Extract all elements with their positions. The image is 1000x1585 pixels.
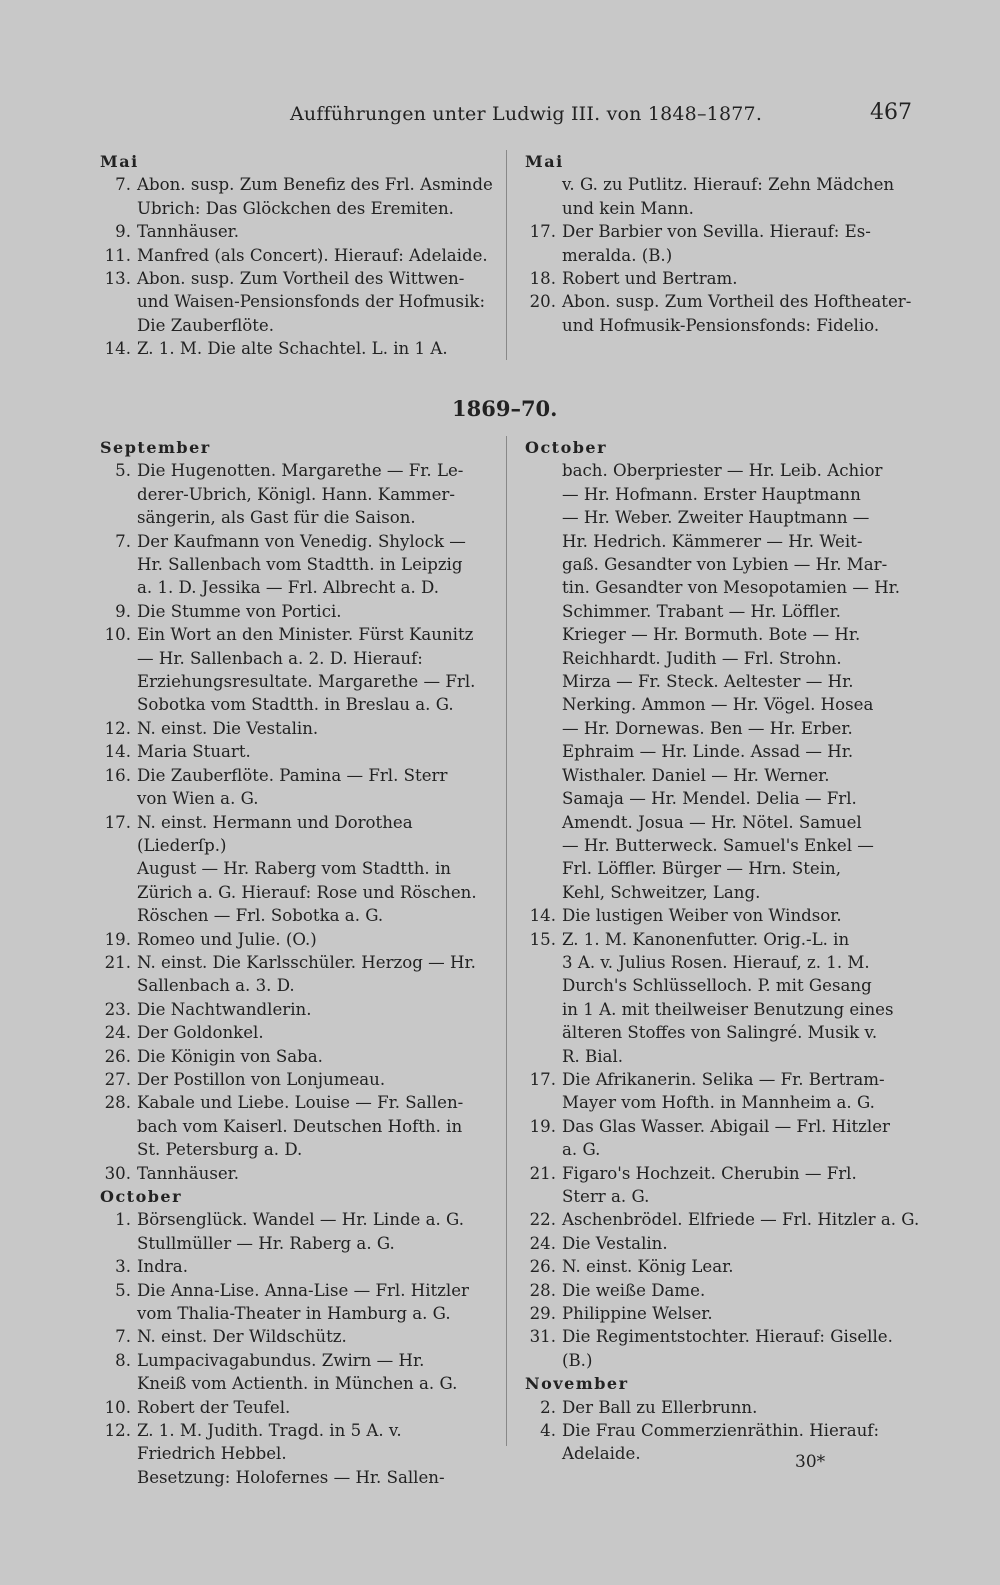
entry-line: N. einst. Hermann und Dorothea (Liederſp.) [137, 812, 413, 855]
entry-line: gaß. Gesandter von Lybien — Hr. Mar- [562, 555, 888, 575]
entry-line: — Hr. Sallenbach a. 2. D. Hierauf: [137, 648, 423, 668]
entry-text [562, 267, 920, 290]
entry-line: — Hr. Weber. Zweiter Hauptmann — [562, 508, 870, 528]
entry-line: Die Stumme von Portici. [137, 601, 342, 621]
list-item [100, 1466, 495, 1489]
entry-date: 7. [115, 1327, 131, 1347]
entry-line: Der Postillon von Lonjumeau. [137, 1069, 386, 1089]
entry-line: a. G. [562, 1140, 601, 1160]
entry-line: N. einst. Der Wildschütz. [137, 1327, 347, 1347]
entry-date: 24. [104, 1023, 131, 1043]
entry-text [562, 1232, 920, 1255]
list-item [100, 1021, 495, 1044]
entry-line: Maria Stuart. [137, 742, 251, 762]
entry-line: Der Ball zu Ellerbrunn. [562, 1397, 758, 1417]
entry-line: Der Kaufmann von Venedig. Shylock — [137, 531, 466, 551]
entry-text [562, 1419, 920, 1466]
entry-date [100, 1466, 137, 1489]
list-item [525, 1068, 920, 1115]
entry-date: 26. [104, 1046, 131, 1066]
entry-text [562, 1162, 920, 1209]
entry-line: Abon. susp. Zum Vortheil des Hoftheater- [562, 292, 912, 312]
entry-date: 17. [529, 222, 556, 242]
entry-text [137, 811, 495, 928]
entry-line: v. G. zu Putlitz. Hierauf: Zehn Mädchen [562, 175, 895, 195]
entry-date: 15. [529, 929, 556, 949]
entry-line: Die Afrikanerin. Selika — Fr. Bertram- [562, 1069, 885, 1089]
entry-line: und Hofmusik-Pensionsfonds: Fidelio. [562, 315, 880, 335]
entry-text [137, 740, 495, 763]
entry-text [137, 1325, 495, 1348]
list-item [100, 928, 495, 951]
list-item [525, 1255, 920, 1278]
entry-date: 30. [104, 1163, 131, 1183]
entry-text [137, 1255, 495, 1278]
top-right-column [525, 150, 920, 337]
list-item [100, 459, 495, 529]
entry-line: älteren Stoffes von Salingré. Musik v. [562, 1023, 878, 1043]
entry-date: 1. [115, 1210, 131, 1230]
entry-date: 16. [104, 765, 131, 785]
entry-date: 20. [529, 292, 556, 312]
entry-text [137, 1349, 495, 1396]
list-item [100, 998, 495, 1021]
entry-line: Wisthaler. Daniel — Hr. Werner. [562, 765, 830, 785]
entry-date: 17. [104, 812, 131, 832]
entry-line: Kneiß vom Actienth. in München a. G. [137, 1374, 458, 1394]
entry-line: Sobotka vom Stadtth. in Breslau a. G. [137, 695, 454, 715]
entry-line: — Hr. Butterweck. Samuel's Enkel — [562, 835, 874, 855]
entry-line: und kein Mann. [562, 198, 694, 218]
entry-date: 14. [529, 906, 556, 926]
entry-line: a. 1. D. Jessika — Frl. Albrecht a. D. [137, 578, 440, 598]
entry-text [137, 1021, 495, 1044]
entry-text [137, 337, 495, 360]
entry-line: Ein Wort an den Minister. Fürst Kaunitz [137, 625, 474, 645]
entry-line: Die Königin von Saba. [137, 1046, 323, 1066]
entry-line: Sterr a. G. [562, 1187, 650, 1206]
entry-line: derer-Ubrich, Königl. Hann. Kammer- [137, 484, 455, 504]
list-item [100, 717, 495, 740]
list-item [525, 1162, 920, 1209]
entry-date: 7. [115, 175, 131, 195]
entry-line: Zürich a. G. Hierauf: Rose und Röschen. [137, 882, 477, 902]
list-item [100, 1279, 495, 1326]
entry-line: 3 A. v. Julius Rosen. Hierauf, z. 1. M. [562, 952, 870, 972]
entry-line: Adelaide. [562, 1444, 641, 1464]
entry-line: Die Vestalin. [562, 1233, 668, 1253]
entry-line: Nerking. Ammon — Hr. Vögel. Hosea [562, 695, 874, 715]
entry-date: 21. [529, 1163, 556, 1183]
entry-text [137, 623, 495, 717]
entry-line: Röschen — Frl. Sobotka a. G. [137, 906, 384, 926]
signature-mark: 30* [795, 1452, 826, 1472]
entry-line: Samaja — Hr. Mendel. Delia — Frl. [562, 789, 857, 809]
entry-line: Romeo und Julie. (O.) [137, 929, 317, 949]
entry-date: 2. [540, 1397, 556, 1417]
entry-line: bach. Oberpriester — Hr. Leib. Achior [562, 461, 883, 481]
month-heading: October [525, 438, 608, 457]
entry-line: Die weiße Dame. [562, 1280, 706, 1300]
list-item [100, 1349, 495, 1396]
list-item [100, 173, 495, 220]
entry-text [562, 220, 920, 267]
entry-date: 7. [115, 531, 131, 551]
entry-text [137, 459, 495, 529]
entry-line: Mayer vom Hofth. in Mannheim a. G. [562, 1093, 875, 1113]
entry-text [137, 764, 495, 811]
entry-line: Frl. Löffler. Bürger — Hrn. Stein, [562, 859, 841, 879]
entry-date: 22. [529, 1210, 556, 1230]
bottom-right-column [525, 436, 920, 1466]
month-heading: Mai [100, 152, 139, 171]
entry-line: Erziehungsresultate. Margarethe — Frl. [137, 672, 476, 692]
list-item [100, 337, 495, 360]
entry-text [137, 1396, 495, 1419]
entry-text [562, 1302, 920, 1325]
entry-date: 8. [115, 1350, 131, 1370]
entry-line: sängerin, als Gast für die Saison. [137, 508, 416, 528]
month-heading: October [100, 1187, 183, 1206]
entry-line: Amendt. Josua — Hr. Nötel. Samuel [562, 812, 862, 832]
entry-text [137, 1208, 495, 1255]
entry-date: 26. [529, 1257, 556, 1277]
entry-line: Börsenglück. Wandel — Hr. Linde a. G. [137, 1210, 464, 1230]
entry-line: Die Zauberflöte. [137, 315, 275, 335]
list-item [525, 1419, 920, 1466]
list-item [100, 267, 495, 337]
list-item [100, 811, 495, 928]
entry-date: 23. [104, 999, 131, 1019]
entry-text [137, 951, 495, 998]
bottom-left-column [100, 436, 495, 1489]
entry-date: 12. [104, 718, 131, 738]
entry-line: Philippine Welser. [562, 1304, 713, 1324]
entry-line: St. Petersburg a. D. [137, 1140, 303, 1160]
list-item [100, 1162, 495, 1185]
entry-line: Tannhäuser. [137, 222, 240, 242]
entry-line: N. einst. Die Karlsschüler. Herzog — Hr. [137, 952, 476, 972]
entry-line: Robert der Teufel. [137, 1397, 291, 1417]
list-item [525, 928, 920, 1068]
entry-line: Der Barbier von Sevilla. Hierauf: Es- [562, 222, 871, 242]
entry-text [137, 1279, 495, 1326]
list-item [100, 220, 495, 243]
entry-text [137, 1045, 495, 1068]
entry-text [562, 1325, 920, 1372]
entry-line: Ubrich: Das Glöckchen des Eremiten. [137, 198, 454, 218]
entry-line: Z. 1. M. Die alte Schachtel. L. in 1 A. [137, 339, 448, 359]
entry-text [562, 459, 920, 904]
list-item [525, 290, 920, 337]
entry-line: Das Glas Wasser. Abigail — Frl. Hitzler [562, 1116, 890, 1136]
entry-text [562, 1279, 920, 1302]
season-heading: 1869–70. [452, 396, 558, 421]
entry-line: Hr. Sallenbach vom Stadtth. in Leipzig [137, 555, 463, 575]
list-item [525, 1115, 920, 1162]
list-item [100, 1325, 495, 1348]
list-item [525, 1325, 920, 1372]
entry-line: — Hr. Dornewas. Ben — Hr. Erber. [562, 718, 853, 738]
entry-line: tin. Gesandter von Mesopotamien — Hr. [562, 578, 901, 598]
entry-date: 11. [104, 245, 131, 265]
entry-date: 28. [529, 1280, 556, 1300]
list-item [100, 1255, 495, 1278]
entry-line: von Wien a. G. [137, 789, 259, 809]
month-heading: November [525, 1374, 629, 1394]
entry-text [562, 290, 920, 337]
entry-date: 19. [104, 929, 131, 949]
entry-line: Abon. susp. Zum Benefiz des Frl. Asminde [137, 175, 493, 195]
entry-text [137, 928, 495, 951]
entry-line: Lumpacivagabundus. Zwirn — Hr. [137, 1350, 425, 1370]
entry-date: 21. [104, 952, 131, 972]
entry-date: 28. [104, 1093, 131, 1113]
entry-line: Durch's Schlüsselloch. P. mit Gesang [562, 976, 872, 996]
list-item [100, 951, 495, 998]
list-item [100, 1045, 495, 1068]
entry-line: Die Nachtwandlerin. [137, 999, 312, 1019]
entry-date: 14. [104, 339, 131, 359]
list-item [100, 530, 495, 600]
entry-date: 18. [529, 269, 556, 289]
entry-line: Tannhäuser. [137, 1163, 240, 1183]
entry-line: — Hr. Hofmann. Erster Hauptmann [562, 484, 861, 504]
top-left-column [100, 150, 495, 361]
list-item [525, 1396, 920, 1419]
entry-text [137, 267, 495, 337]
entry-text [137, 998, 495, 1021]
month-heading: September [100, 438, 211, 457]
entry-date: 10. [104, 1397, 131, 1417]
entry-line: bach vom Kaiserl. Deutschen Hofth. in [137, 1116, 463, 1136]
entry-date: 9. [115, 222, 131, 242]
entry-line: Z. 1. M. Judith. Tragd. in 5 A. v. [137, 1421, 402, 1441]
list-item [100, 1419, 495, 1466]
entry-date: 12. [104, 1421, 131, 1441]
entry-line: meralda. (B.) [562, 245, 673, 265]
entry-line: Die Frau Commerzienräthin. Hierauf: [562, 1421, 880, 1441]
list-item [525, 1208, 920, 1231]
entry-text [137, 1466, 495, 1489]
list-item [525, 267, 920, 290]
entry-text [562, 904, 920, 927]
entry-text [562, 173, 920, 220]
entry-line: Manfred (als Concert). Hierauf: Adelaide. [137, 245, 488, 265]
entry-date: 27. [104, 1069, 131, 1089]
entry-line: Robert und Bertram. [562, 269, 738, 289]
entry-text [562, 1115, 920, 1162]
entry-line: Kabale und Liebe. Louise — Fr. Sallen- [137, 1093, 464, 1113]
list-item [100, 1091, 495, 1161]
entry-text [137, 220, 495, 243]
entry-line: Der Goldonkel. [137, 1023, 264, 1043]
list-item [100, 244, 495, 267]
list-item [100, 740, 495, 763]
entry-text [137, 717, 495, 740]
entry-line: Aschenbrödel. Elfriede — Frl. Hitzler a. G. [562, 1210, 920, 1230]
list-item [525, 1279, 920, 1302]
entry-date: 4. [540, 1421, 556, 1441]
list-item [525, 1302, 920, 1325]
list-item [100, 1068, 495, 1091]
entry-text [137, 244, 495, 267]
entry-line: Reichhardt. Judith — Frl. Strohn. [562, 648, 842, 668]
entry-line: Stullmüller — Hr. Raberg a. G. [137, 1233, 395, 1253]
list-item [525, 220, 920, 267]
list-item [100, 1396, 495, 1419]
entry-line: Z. 1. M. Kanonenfutter. Orig.-L. in [562, 929, 850, 949]
entry-text [562, 1396, 920, 1419]
column-divider [506, 150, 507, 360]
entry-line: Kehl, Schweitzer, Lang. [562, 882, 761, 902]
list-item [525, 1232, 920, 1255]
entry-date: 13. [104, 269, 131, 289]
entry-text [562, 928, 920, 1068]
entry-text [137, 1068, 495, 1091]
entry-line: N. einst. Die Vestalin. [137, 718, 319, 738]
entry-line: Indra. [137, 1257, 188, 1277]
list-item [100, 623, 495, 717]
list-item [100, 600, 495, 623]
entry-date: 5. [115, 461, 131, 481]
entry-date: 10. [104, 625, 131, 645]
entry-text [137, 173, 495, 220]
entry-text [562, 1068, 920, 1115]
entry-line: Schimmer. Trabant — Hr. Löffler. [562, 601, 841, 621]
entry-line: Besetzung: Holofernes — Hr. Sallen- [137, 1467, 445, 1487]
entry-line: Figaro's Hochzeit. Cherubin — Frl. [562, 1163, 857, 1183]
entry-date: 3. [115, 1257, 131, 1277]
list-item [525, 173, 920, 220]
entry-text [137, 600, 495, 623]
list-item [525, 904, 920, 927]
page-number: 467 [870, 100, 912, 125]
entry-line: Krieger — Hr. Bormuth. Bote — Hr. [562, 625, 861, 645]
entry-date: 9. [115, 601, 131, 621]
entry-text [137, 1091, 495, 1161]
entry-date: 17. [529, 1069, 556, 1089]
entry-line: Friedrich Hebbel. [137, 1444, 287, 1464]
entry-date: 19. [529, 1116, 556, 1136]
entry-line: Die Anna-Lise. Anna-Lise — Frl. Hitzler [137, 1280, 469, 1300]
entry-line: Ephraim — Hr. Linde. Assad — Hr. [562, 742, 854, 762]
entry-date: 31. [529, 1327, 556, 1347]
entry-date: 5. [115, 1280, 131, 1300]
entry-date: 24. [529, 1233, 556, 1253]
entry-text [562, 1208, 920, 1231]
entry-line: Mirza — Fr. Steck. Aeltester — Hr. [562, 672, 854, 692]
entry-line: August — Hr. Raberg vom Stadtth. in [137, 859, 451, 879]
entry-line: Die Regimentstochter. Hierauf: Giselle. (B.) [562, 1327, 893, 1370]
column-divider [506, 436, 507, 1446]
entry-line: R. Bial. [562, 1046, 624, 1066]
running-header: Aufführungen unter Ludwig III. von 1848–1877. [290, 103, 763, 125]
entry-line: Die Hugenotten. Margarethe — Fr. Le- [137, 461, 464, 481]
entry-text [562, 1255, 920, 1278]
entry-line: Die Zauberflöte. Pamina — Frl. Sterr [137, 765, 448, 785]
month-heading: Mai [525, 152, 564, 171]
list-item [100, 1208, 495, 1255]
list-item [525, 459, 920, 904]
entry-line: Abon. susp. Zum Vortheil des Wittwen- [137, 269, 465, 289]
list-item [100, 764, 495, 811]
entry-date [525, 173, 562, 220]
entry-text [137, 530, 495, 600]
entry-line: Die lustigen Weiber von Windsor. [562, 906, 842, 926]
entry-text [137, 1419, 495, 1466]
entry-date: 29. [529, 1304, 556, 1324]
entry-line: Hr. Hedrich. Kämmerer — Hr. Weit- [562, 531, 863, 551]
entry-line: und Waisen-Pensionsfonds der Hofmusik: [137, 292, 486, 312]
entry-line: Sallenbach a. 3. D. [137, 976, 295, 996]
entry-text [137, 1162, 495, 1185]
entry-line: N. einst. König Lear. [562, 1257, 734, 1277]
entry-date: 14. [104, 742, 131, 762]
entry-date [525, 459, 562, 904]
entry-line: vom Thalia-Theater in Hamburg a. G. [137, 1304, 451, 1324]
entry-line: in 1 A. mit theilweiser Benutzung eines [562, 999, 894, 1019]
